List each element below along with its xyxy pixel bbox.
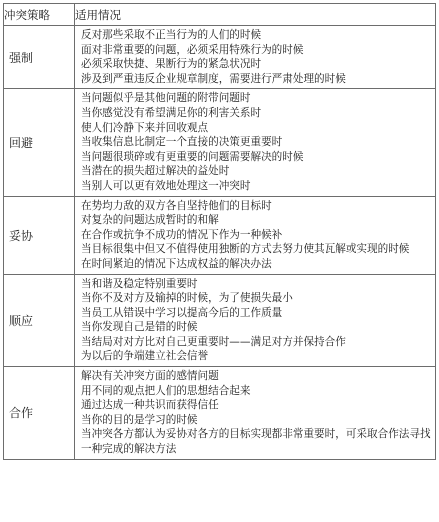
situation-line: 通过达成一种共识而获得信任 [81,399,219,412]
strategy-name: 回避 [4,89,75,196]
table-row [4,367,436,460]
situation-line: 当你发现自己是错的时候 [81,321,198,334]
strategy-name: 顺应 [4,274,75,367]
situation-line: 在合作或抗争不成功的情况下作为一种候补 [81,228,283,241]
table-header-row [4,4,436,26]
situation-line: 涉及到严重违反企业规章制度，需要进行严肃处理的时候 [81,72,346,85]
table-body [4,26,436,460]
situation-line: 当收集信息比制定一个直接的决策更重要时 [81,136,283,149]
situation-line: 当问题很琐碎或有更重要的问题需要解决的时候 [81,150,304,163]
situation-line: 为以后的争端建立社会信誉 [81,350,209,363]
situation-line: 对复杂的问题达成暂时的和解 [81,214,219,227]
strategy-name: 强制 [4,26,75,89]
situation-line: 在势均力敌的双方各自坚持他们的目标时 [81,199,272,212]
situation-line: 使人们冷静下来并回收观点 [81,121,209,134]
situation-line: 当冲突各方都认为妥协对各方的目标实现都非常重要时，可采取合作法寻找一种完成的解决方法 [81,428,431,456]
situation-line: 当你的目的是学习的时候 [81,413,198,426]
table-row [4,89,436,196]
situation-line: 在时间紧迫的情况下达成权益的解决办法 [81,257,272,270]
situation-line: 当你不及对方及输掉的时候，为了使损失最小 [81,292,293,305]
strategy-name: 妥协 [4,196,75,274]
strategy-table-container [3,3,435,460]
situation-line: 当别人可以更有效地处理这一冲突时 [81,179,251,192]
table-row [4,274,436,367]
header-strategy: 冲突策略 [4,4,75,26]
strategy-name: 合作 [4,367,75,460]
situation-line: 反对那些采取不正当行为的人们的时候 [81,29,262,41]
situation-line: 必须采取快捷、果断行为的紧急状况时 [81,58,262,71]
header-situation: 适用情况 [75,4,436,26]
situation-cell [75,367,436,460]
situation-cell [75,196,436,274]
situation-line: 面对非常重要的问题，必须采用特殊行为的时候 [81,43,304,56]
situation-line: 用不同的观点把人们的思想结合起来 [81,384,251,397]
situation-line: 解决有关冲突方面的感情问题 [81,370,219,383]
situation-cell [75,26,436,89]
table-row [4,196,436,274]
situation-line: 当目标很集中但又不值得使用独断的方式去努力使其瓦解或实现的时候 [81,243,410,256]
table-row [4,26,436,89]
situation-line: 当结局对对方比对自己更重要时——满足对方并保持合作 [81,335,346,348]
situation-line: 当问题似乎是其他问题的附带问题时 [81,92,251,105]
situation-line: 当员工从错误中学习以提高今后的工作质量 [81,306,283,319]
situation-line: 当潜在的损失超过解决的益处时 [81,165,230,178]
situation-line: 当和谐及稳定特别重要时 [81,277,198,290]
conflict-strategy-table [3,3,436,460]
situation-cell [75,89,436,196]
situation-line: 当你感觉没有希望满足你的利害关系时 [81,106,262,119]
situation-cell [75,274,436,367]
